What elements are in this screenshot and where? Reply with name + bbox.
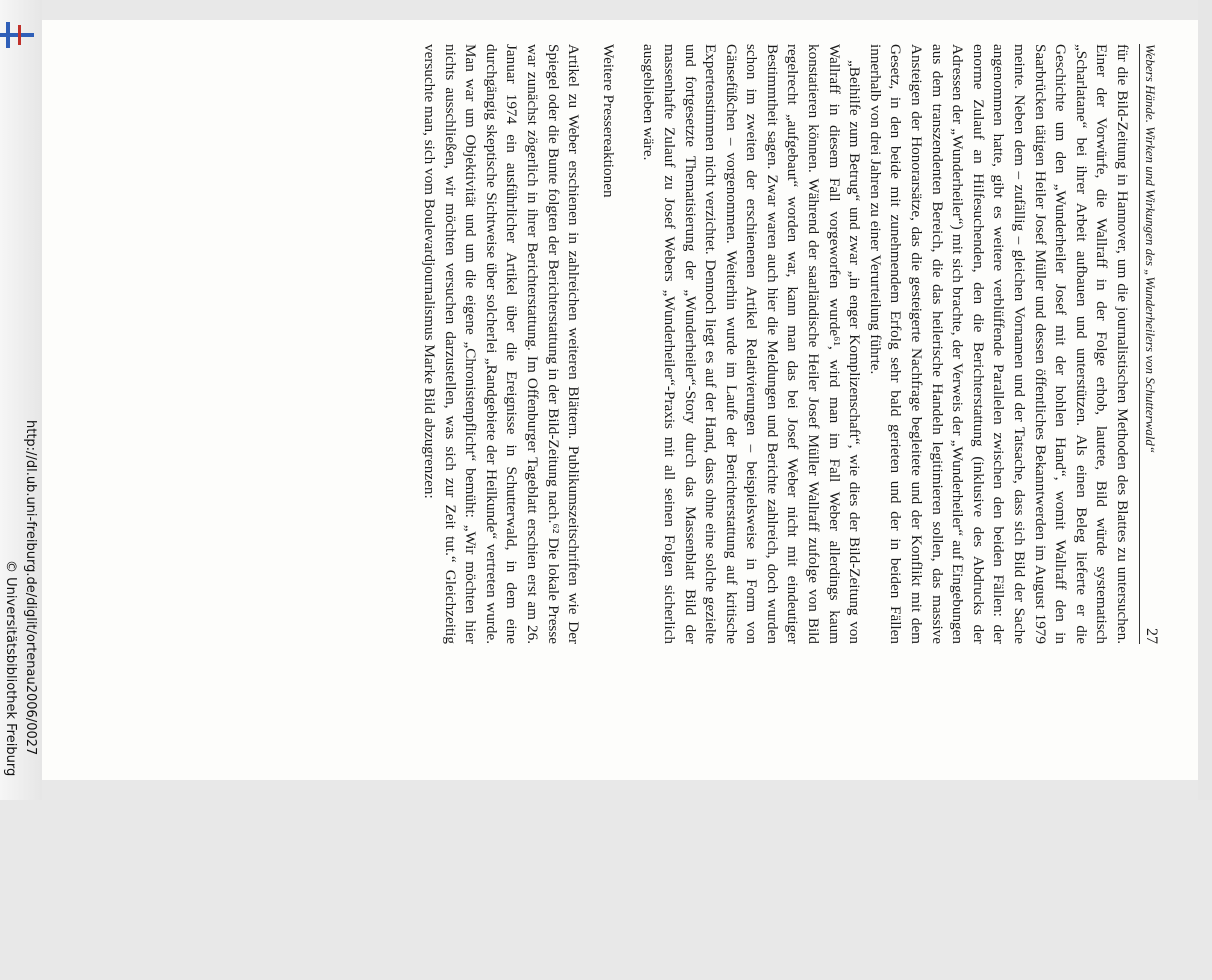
running-title: Webers Hände. Wirken und Wirkungen des „Wunderheilers von Schutterwald“	[1143, 44, 1158, 454]
source-url[interactable]: http://dl.ub.uni-freiburg.de/diglit/ortenau2006/0027	[23, 420, 38, 756]
right-margin-strip	[1198, 0, 1212, 800]
paragraph-3: Artikel zu Weber erschienen in zahlreichen weiteren Blättern. Publikumszeitschriften wie Der Spiegel oder die Bunte folgten der Berichterstattung in der Bild-Zeitung nach.⁶² Die lokale Presse war zunächst zögerlich in ihrer Berichterstattung. Im Offenburger Tageblatt erschien erst am 26. Januar 1974 ein ausführlicher Artikel über die Ereignisse in Schutterwald, in dem eine durchgängig skeptische Sichtweise über solcherlei „Randgebiete der Heilkunde“ vertreten wurde. Man war um Objektivität und um die eigene „Chronistenpflicht“ bemüht: „Wir möchten hier nichts ausschließen, wir möchten versuchen darzustellen, was sich zur Zeit tut.“ Gleichzeitig versuchte man, sich vom Boulevardjournalismus Marke Bild abzugrenzen:	[421, 44, 583, 644]
running-header	[1139, 44, 1168, 644]
paragraph-2: „Beihilfe zum Betrug“ und zwar „in enger Komplizenschaft“, wie dies der Bild-Zeitung von Wallraff in diesem Fall vorgeworfen wurde⁶¹, wird man im Fall Weber allerdings kaum konstatieren können. Während der saarländische Heiler Josef Müller Wallraff zufolge von Bild regelrecht „aufgebaut“ worden war, kann man das bei Josef Weber nicht mit eindeutiger Bestimmtheit sagen. Zwar waren auch hier die Meldungen und Berichte zahlreich, doch wurden schon im zweiten der erschienenen Artikel Relativierungen – beispielsweise in Form von Gänsefüßchen – vorgenommen. Weiterhin wurde im Laufe der Berichterstattung auf kritische Expertenstimmen nicht verzichtet. Dennoch liegt es auf der Hand, dass ohne eine solche gezielte und fortgesetzte Thematisierung der „Wunderheiler“-Story durch das Massenblatt Bild der massenhafte Zulauf zu Josef Webers „Wunderheiler“-Praxis mit all seinen Folgen sicherlich ausgeblieben wäre.	[640, 44, 864, 644]
page-body	[418, 44, 1132, 644]
scanned-page	[42, 20, 1198, 780]
page-number: 27	[1143, 628, 1160, 644]
paragraph-1: für die Bild-Zeitung in Hannover, um die journalistischen Methoden des Blattes zu untersuchen. Einer der Vorwürfe, die Wallraff in der Folge erhob, lautete, Bild würde systematisch „Scharlatane“ bei ihrer Arbeit aufbauen und unterstützen. Als einen Beleg lieferte er die Geschichte um den „Wunderheiler Josef mit der hohlen Hand“, womit Wallraff den in Saarbrücken tätigen Heiler Josef Müller und dessen öffentliches Bekanntwerden im August 1979 meinte. Neben dem – zufällig – gleichen Vornamen und der Tatsache, dass sich Bild der Sache angenommen hatte, gibt es weitere verblüffende Parallelen zwischen den beiden Fällen: der enorme Zulauf an Hilfesuchenden, den die Berichterstattung (inklusive des Abdrucks der Adressen der „Wunderheiler“) mit sich brachte, der Verweis der „Wunderheiler“ auf Eingebungen aus dem transzendenten Bereich, die das heilerische Handeln legitimieren sollen, das massive Ansteigen der Honorarsätze, das die gesteigerte Nachfrage begleitete und der Konflikt mit dem Gesetz, in den beide mit zunehmendem Erfolg sehr bald gerieten und der in beiden Fällen innerhalb von drei Jahren zu einer Verurteilung führte.	[866, 44, 1131, 644]
library-logo-icon	[0, 22, 34, 48]
scanned-page-viewport	[42, 20, 1198, 780]
section-heading: Weitere Pressereaktionen	[599, 44, 617, 198]
copyright-notice: © Universitätsbibliothek Freiburg	[3, 560, 18, 777]
